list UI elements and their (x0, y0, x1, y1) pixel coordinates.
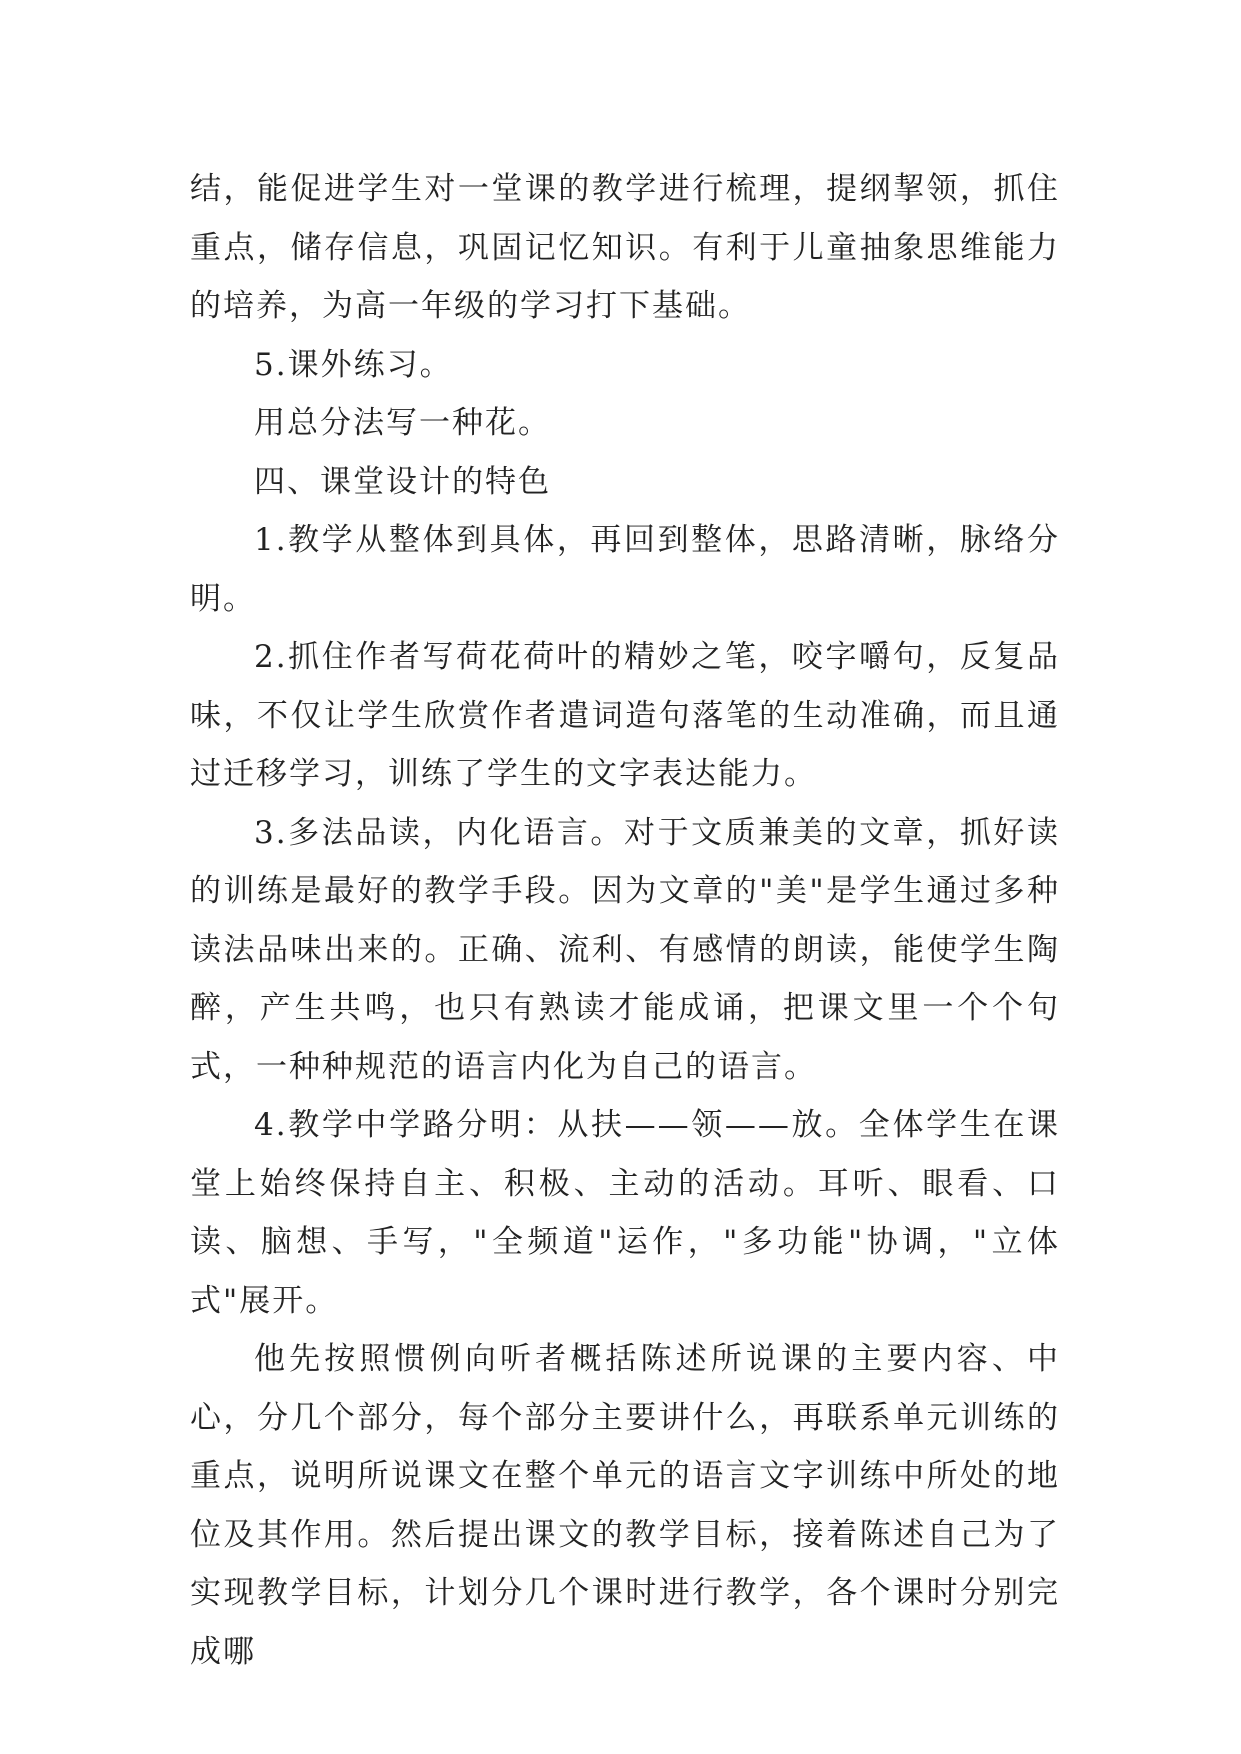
document-body (190, 160, 1060, 1681)
section-heading: 四、课堂设计的特色 (254, 463, 551, 500)
paragraph: 他先按照惯例向听者概括陈述所说课的主要内容、中心，分几个部分，每个部分主要讲什么，再联系单元训练的重点，说明所说课文在整个单元的语言文字训练中所处的地位及其作用。然后提出课文的教学目标，接着陈述自己为了实现教学目标，计划分几个课时进行教学，各个课时分别完成哪 (190, 1341, 1060, 1670)
paragraph: 1.教学从整体到具体，再回到整体，思路清晰，脉络分明。 (190, 522, 1060, 617)
paragraph: 4.教学中学路分明：从扶——领——放。全体学生在课堂上始终保持自主、积极、主动的活动。耳听、眼看、口读、脑想、手写，"全频道"运作，"多功能"协调，"立体式"展开。 (190, 1107, 1060, 1319)
paragraph: 3.多法品读，内化语言。对于文质兼美的文章，抓好读的训练是最好的教学手段。因为文章的"美"是学生通过多种读法品味出来的。正确、流利、有感情的朗读，能使学生陶醉，产生共鸣，也只有熟读才能成诵，把课文里一个个句式，一种种规范的语言内化为自己的语言。 (190, 814, 1060, 1085)
paragraph: 用总分法写一种花。 (254, 405, 551, 441)
paragraph: 2.抓住作者写荷花荷叶的精妙之笔，咬字嚼句，反复品味，不仅让学生欣赏作者遣词造句落笔的生动准确，而且通过迁移学习，训练了学生的文字表达能力。 (190, 639, 1060, 792)
paragraph: 5.课外练习。 (254, 346, 453, 383)
paragraph: 结，能促进学生对一堂课的教学进行梳理，提纲挈领，抓住重点，储存信息，巩固记忆知识。有利于儿童抽象思维能力的培养，为高一年级的学习打下基础。 (190, 171, 1060, 324)
